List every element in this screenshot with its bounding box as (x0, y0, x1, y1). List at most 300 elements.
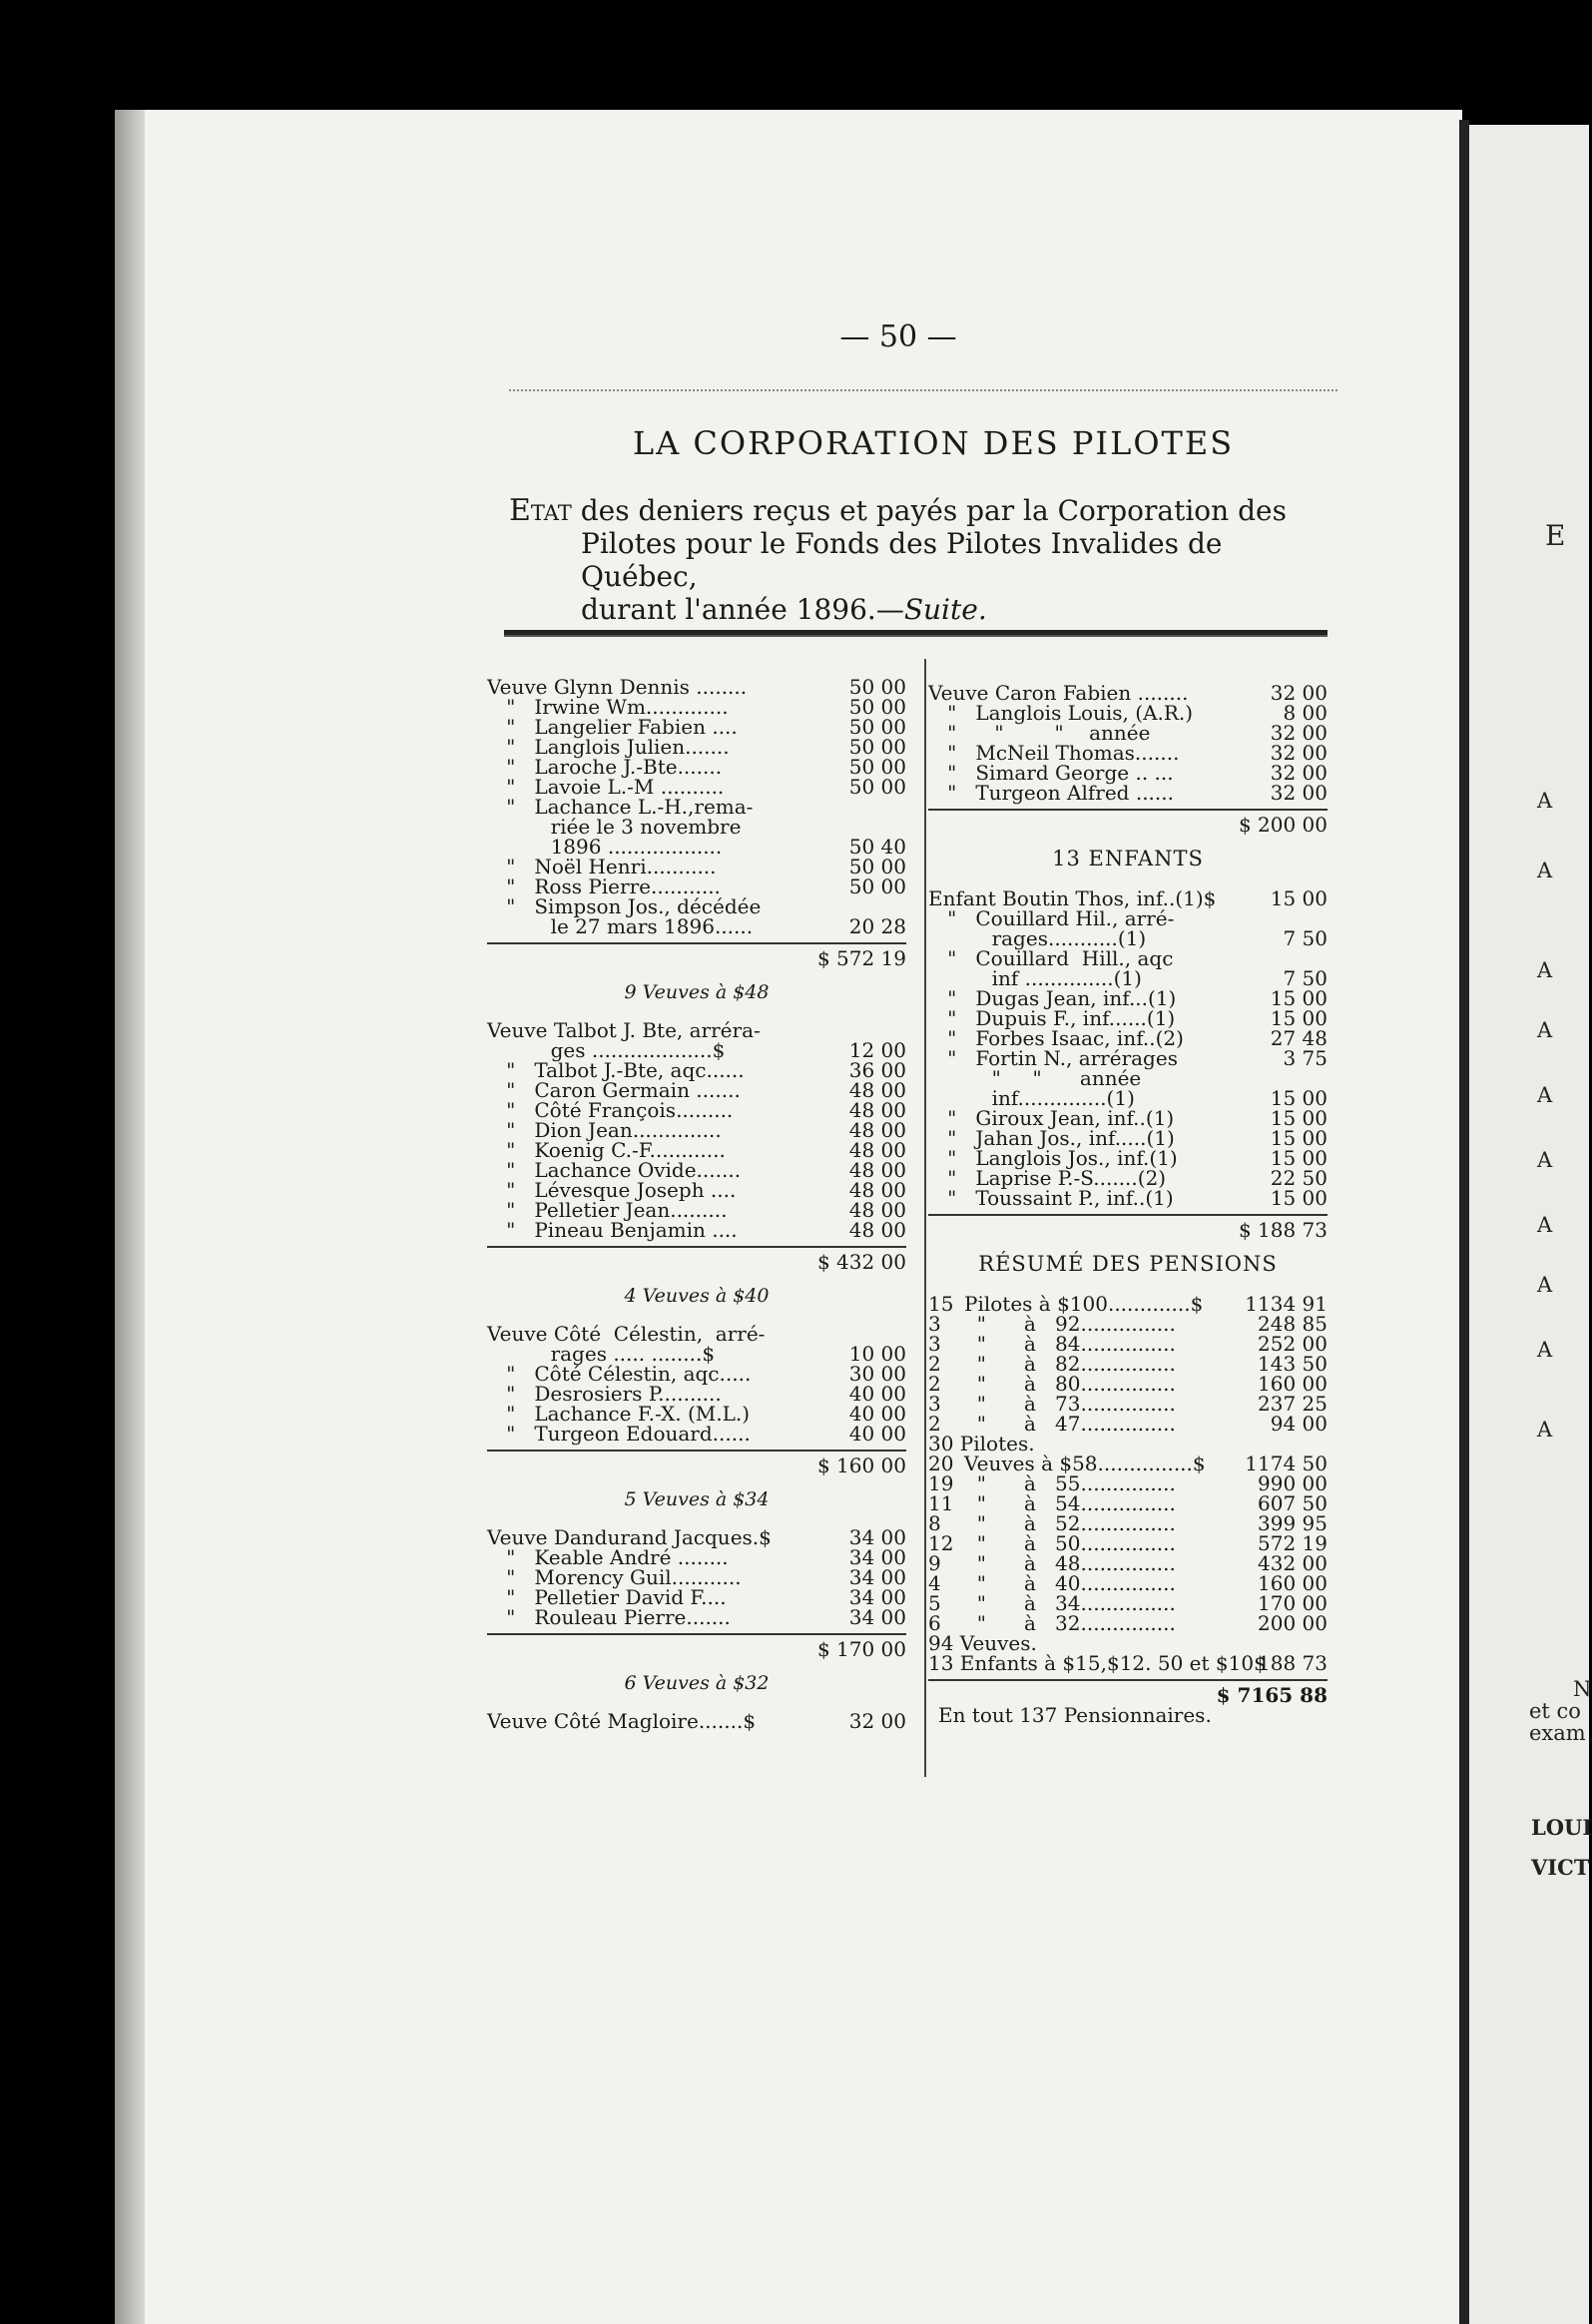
ledger-name: Veuve Dandurand Jacques.$ (487, 1525, 772, 1549)
summary-value: 160 00 (1258, 1571, 1327, 1595)
ledger-name: " Laprise P.-S.......(2) (928, 1166, 1167, 1190)
summary-count: 3 (928, 1332, 941, 1356)
ledger-amount: 7 50 (1283, 966, 1327, 990)
summary-rate: " à 82............... (964, 1352, 1176, 1376)
ledger-amount: 48 00 (848, 1178, 906, 1202)
subtotal-row (487, 1246, 906, 1272)
ledger-row (487, 1404, 906, 1424)
summary-row (928, 1573, 1327, 1593)
grand-total-row (928, 1679, 1327, 1705)
summary-rate: " à 84............... (964, 1332, 1176, 1356)
ledger-name: " Simard George .. ... (928, 761, 1174, 785)
ledger-name: Veuve Côté Célestin, arré- (487, 1322, 766, 1346)
intro-line-1: des deniers reçus et payés par la Corporation des (580, 494, 1287, 527)
ledger-name: Veuve Côté Magloire.......$ (487, 1709, 757, 1733)
summary-count: 2 (928, 1352, 941, 1376)
summary-row (928, 1354, 1327, 1374)
ledger-row (487, 1527, 906, 1547)
ledger-name: " Dupuis F., inf......(1) (928, 1006, 1176, 1030)
ledger-row (928, 1068, 1327, 1088)
summary-row (928, 1314, 1327, 1334)
ledger-name: " Pelletier David F.... (487, 1585, 727, 1609)
ledger-amount: 15 00 (1270, 986, 1327, 1010)
ledger-name: ges ...................$ (487, 1038, 726, 1062)
facing-page-text: A (1537, 1273, 1553, 1297)
ledger-name: " Langlois Julien....... (487, 735, 730, 759)
ledger-row (487, 837, 906, 857)
summary-value: 252 00 (1258, 1332, 1327, 1356)
ledger-name: " Talbot J.-Bte, aqc...... (487, 1058, 745, 1082)
ledger-amount: 50 00 (848, 874, 906, 898)
ledger-row (487, 797, 906, 817)
ledger-row (487, 1080, 906, 1100)
summary-row (928, 1513, 1327, 1533)
ledger-name: " Dion Jean.............. (487, 1118, 722, 1142)
summary-value: 990 00 (1258, 1471, 1327, 1495)
ledger-row (487, 1120, 906, 1140)
widows-block-32-cont (928, 683, 1327, 803)
ledger-name: " Couillard Hill., aqc (928, 946, 1174, 970)
ledger-name: inf ..............(1) (928, 966, 1142, 990)
widows-block-34 (487, 1527, 906, 1627)
ledger-name: " Noël Henri........... (487, 855, 717, 878)
ledger-row (487, 697, 906, 717)
ledger-name: " Langlois Louis, (A.R.) (928, 701, 1194, 725)
subtotal-row (928, 809, 1327, 835)
intro-line-2: Pilotes pour le Fonds des Pilotes Invalides de Québec, (581, 527, 1223, 593)
summary-row (928, 1613, 1327, 1633)
ledger-amount: 15 00 (1270, 1086, 1327, 1110)
summary-value: 200 00 (1258, 1611, 1327, 1635)
ledger-amount: 32 00 (1270, 761, 1327, 785)
ledger-row (487, 1587, 906, 1607)
ledger-row (928, 723, 1327, 743)
widows-block-32 (487, 1711, 906, 1731)
ledger-name: " Caron Germain ....... (487, 1078, 741, 1102)
facing-page-text: A (1537, 859, 1553, 882)
ledger-amount: 15 00 (1270, 1126, 1327, 1150)
ledger-amount: 34 00 (848, 1565, 906, 1589)
ledger-name: le 27 mars 1896...... (487, 914, 754, 938)
summary-rate: " à 80............... (964, 1372, 1176, 1396)
widows-summary (928, 1453, 1327, 1633)
summary-value: 237 25 (1258, 1392, 1327, 1416)
summary-count: 2 (928, 1412, 941, 1436)
ledger-row (487, 1424, 906, 1444)
ledger-name: " Giroux Jean, inf..(1) (928, 1106, 1175, 1130)
left-column (487, 677, 906, 1731)
section-heading: 4 Veuves à $40 (624, 1285, 770, 1307)
ledger-row (928, 888, 1327, 908)
column-divider (924, 659, 926, 1777)
summary-row (928, 1294, 1327, 1314)
ledger-row (928, 683, 1327, 703)
spacer (487, 1475, 906, 1489)
pilots-count (928, 1434, 1327, 1453)
children-block (928, 888, 1327, 1208)
ledger-name: " Rouleau Pierre....... (487, 1605, 731, 1629)
ledger-amount: 3 75 (1283, 1046, 1327, 1070)
ledger-row (928, 928, 1327, 948)
facing-page-text: exam (1529, 1721, 1586, 1745)
intro-paragraph (509, 494, 1337, 626)
ledger-row (487, 1547, 906, 1567)
section-heading: RÉSUMÉ DES PENSIONS (978, 1252, 1278, 1276)
ledger-row (928, 1008, 1327, 1028)
summary-rate: " à 55............... (964, 1471, 1176, 1495)
facing-page-text: A (1537, 1418, 1553, 1442)
ledger-amount: 50 00 (848, 715, 906, 739)
summary-count: 2 (928, 1372, 941, 1396)
ledger-amount: 15 00 (1270, 886, 1327, 910)
ledger-row (487, 1100, 906, 1120)
summary-row (928, 1394, 1327, 1414)
ledger-row (928, 968, 1327, 988)
spacer (487, 1272, 906, 1286)
summary-value: 248 85 (1258, 1312, 1327, 1336)
summary-value: 160 00 (1258, 1372, 1327, 1396)
ledger-amount: 32 00 (1270, 741, 1327, 765)
ledger-row (487, 737, 906, 757)
widows-block-40 (487, 1324, 906, 1444)
ledger-name: " " année (928, 1066, 1142, 1090)
summary-rate: " à 34............... (964, 1591, 1176, 1615)
ledger-row (928, 1088, 1327, 1108)
ledger-name: " Lachance F.-X. (M.L.) (487, 1402, 751, 1426)
summary-row (928, 1593, 1327, 1613)
ledger-row (487, 817, 906, 837)
ledger-amount: 27 48 (1270, 1026, 1327, 1050)
summary-value: 432 00 (1258, 1551, 1327, 1575)
ledger-amount: 40 00 (848, 1382, 906, 1406)
ledger-row (928, 743, 1327, 763)
ledger-row (487, 1711, 906, 1731)
ledger-row (487, 1140, 906, 1160)
summary-count: 3 (928, 1392, 941, 1416)
ledger-name: " Lachance L.-H.,rema- (487, 795, 754, 819)
summary-row (928, 1473, 1327, 1493)
ledger-name: " Keable André ........ (487, 1545, 729, 1569)
ledger-amount: 34 00 (848, 1585, 906, 1609)
subtotal: $ 432 00 (816, 1250, 906, 1274)
ledger-amount: 50 00 (848, 675, 906, 699)
page-title: LA CORPORATION DES PILOTES (632, 424, 1235, 462)
widows-count (928, 1633, 1327, 1653)
ledger-row (487, 857, 906, 876)
summary-value: 399 95 (1258, 1511, 1327, 1535)
ledger-amount: 12 00 (848, 1038, 906, 1062)
ledger-amount: 22 50 (1270, 1166, 1327, 1190)
ledger-name: " Morency Guil........... (487, 1565, 742, 1589)
ledger-amount: 40 00 (848, 1402, 906, 1426)
ledger-row (928, 703, 1327, 723)
facing-page-text: E (1545, 519, 1566, 552)
ledger-amount: 40 00 (848, 1422, 906, 1446)
ledger-row (928, 1048, 1327, 1068)
ledger-row (487, 1200, 906, 1220)
summary-rate: Veuves à $58...............$ (964, 1452, 1206, 1475)
section-heading: 6 Veuves à $32 (624, 1672, 770, 1694)
book-gutter (1459, 120, 1469, 2324)
ledger-name: " Forbes Isaac, inf..(2) (928, 1026, 1184, 1050)
ledger-name: riée le 3 novembre (487, 815, 742, 839)
summary-count: 8 (928, 1511, 941, 1535)
ledger-name: " Dugas Jean, inf...(1) (928, 986, 1177, 1010)
subtotal: $ 572 19 (816, 946, 906, 970)
ledger-name: Veuve Caron Fabien ........ (928, 681, 1189, 705)
ledger-name: " Langlois Jos., inf.(1) (928, 1146, 1178, 1170)
summary-row (928, 1533, 1327, 1553)
ledger-amount: 15 00 (1270, 1106, 1327, 1130)
summary-rate: " à 48............... (964, 1551, 1176, 1575)
ledger-amount: 34 00 (848, 1525, 906, 1549)
ledger-row (928, 988, 1327, 1008)
subtotal: $ 160 00 (816, 1453, 906, 1477)
children-summary-label: 13 Enfants à $15,$12. 50 et $10$ (928, 1651, 1267, 1675)
ledger-amount: 15 00 (1270, 1146, 1327, 1170)
ledger-name: " " " année (928, 721, 1151, 745)
ledger-amount: 32 00 (1270, 781, 1327, 805)
ledger-name: " Fortin N., arrérages (928, 1046, 1178, 1070)
facing-page-text: VICT (1531, 1855, 1590, 1880)
ledger-row (487, 677, 906, 697)
ledger-row (487, 896, 906, 916)
ledger-row (928, 1028, 1327, 1048)
ledger-amount: 48 00 (848, 1098, 906, 1122)
ledger-row (928, 1108, 1327, 1128)
ledger-row (487, 1324, 906, 1344)
right-column (928, 683, 1327, 1725)
ledger-amount: 50 00 (848, 735, 906, 759)
ledger-row (487, 1040, 906, 1060)
facing-page-text: A (1537, 789, 1553, 813)
summary-value: 1134 91 (1245, 1292, 1327, 1316)
ledger-name: " Couillard Hil., arré- (928, 906, 1175, 930)
summary-row (928, 1553, 1327, 1573)
ledger-row (487, 1220, 906, 1240)
ledger-amount: 50 00 (848, 855, 906, 878)
ledger-row (928, 1128, 1327, 1148)
ledger-name: Veuve Glynn Dennis ........ (487, 675, 748, 699)
summary-count: 11 (928, 1491, 954, 1515)
pensioners-total: En tout 137 Pensionnaires. (938, 1703, 1212, 1727)
ledger-name: " Côté Célestin, aqc..... (487, 1362, 752, 1386)
ledger-row (928, 948, 1327, 968)
ledger-row (487, 1344, 906, 1364)
summary-rate: " à 32............... (964, 1611, 1176, 1635)
ledger-name: " Turgeon Edouard...... (487, 1422, 751, 1446)
ledger-row (487, 1160, 906, 1180)
ledger-row (487, 916, 906, 936)
ledger-name: " Toussaint P., inf..(1) (928, 1186, 1174, 1210)
ledger-name: " McNeil Thomas....... (928, 741, 1180, 765)
ledger-name: " Lévesque Joseph .... (487, 1178, 737, 1202)
summary-count: 5 (928, 1591, 941, 1615)
ledger-row (487, 757, 906, 777)
summary-value: 572 19 (1258, 1531, 1327, 1555)
summary-count: 12 (928, 1531, 954, 1555)
ledger-row (487, 1384, 906, 1404)
summary-rate: " à 92............... (964, 1312, 1176, 1336)
ledger-amount: 36 00 (848, 1058, 906, 1082)
ledger-amount: 48 00 (848, 1118, 906, 1142)
facing-page-text: A (1537, 1018, 1553, 1042)
subtotal-row (928, 1214, 1327, 1240)
pilots-summary (928, 1294, 1327, 1434)
summary-count: 4 (928, 1571, 941, 1595)
facing-page-text: A (1537, 1083, 1553, 1107)
widows-block-50 (487, 677, 906, 936)
ledger-amount: 32 00 (1270, 681, 1327, 705)
ledger-amount: 34 00 (848, 1545, 906, 1569)
facing-page-text: et co (1529, 1699, 1581, 1723)
ledger-amount: 48 00 (848, 1078, 906, 1102)
ledger-row (487, 1060, 906, 1080)
ledger-amount: 34 00 (848, 1605, 906, 1629)
ledger-amount: 10 00 (848, 1342, 906, 1366)
ledger-row (487, 777, 906, 797)
ledger-amount: 50 40 (848, 835, 906, 859)
summary-count: 19 (928, 1471, 954, 1495)
summary-row (928, 1374, 1327, 1394)
ledger-amount: 48 00 (848, 1158, 906, 1182)
ledger-amount: 50 00 (848, 755, 906, 779)
ledger-name: " Irwine Wm............. (487, 695, 729, 719)
ledger-name: rages ..... ........$ (487, 1342, 716, 1366)
ledger-row (487, 1020, 906, 1040)
summary-row (928, 1493, 1327, 1513)
ledger-row (487, 1567, 906, 1587)
ledger-row (487, 876, 906, 896)
ledger-amount: 50 00 (848, 695, 906, 719)
ledger-amount: 30 00 (848, 1362, 906, 1386)
ledger-amount: 7 50 (1283, 926, 1327, 950)
subtotal-row (487, 1450, 906, 1475)
summary-rate: " à 50............... (964, 1531, 1176, 1555)
intro-suite: Suite. (903, 593, 987, 626)
summary-rate: " à 54............... (964, 1491, 1176, 1515)
ledger-amount: 48 00 (848, 1138, 906, 1162)
count-label: 94 Veuves. (928, 1631, 1037, 1655)
summary-count: 6 (928, 1611, 941, 1635)
ledger-name: " Lavoie L.-M .......... (487, 775, 725, 799)
grand-total: $ 7165 88 (1216, 1683, 1327, 1707)
facing-page-text: A (1537, 1213, 1553, 1237)
facing-page-text: LOUI (1531, 1815, 1592, 1840)
facing-page-text: A (1537, 1338, 1553, 1362)
ledger-row (928, 1188, 1327, 1208)
ledger-row (487, 1180, 906, 1200)
summary-count: 20 (928, 1452, 954, 1475)
ledger-amount: 20 28 (848, 914, 906, 938)
ledger-amount: 8 00 (1283, 701, 1327, 725)
page-edge (115, 110, 145, 2324)
summary-rate: " à 40............... (964, 1571, 1176, 1595)
ledger-amount: 15 00 (1270, 1006, 1327, 1030)
subtotal: $ 170 00 (816, 1637, 906, 1661)
summary-value: 143 50 (1258, 1352, 1327, 1376)
count-label: 30 Pilotes. (928, 1432, 1035, 1455)
summary-value: 170 00 (1258, 1591, 1327, 1615)
summary-rate: Pilotes à $100.............$ (964, 1292, 1204, 1316)
ledger-amount: 50 00 (848, 775, 906, 799)
facing-page-text: A (1537, 958, 1553, 982)
summary-row (928, 1453, 1327, 1473)
spacer (487, 968, 906, 982)
title-rule (504, 630, 1327, 637)
ledger-name: " Laroche J.-Bte....... (487, 755, 723, 779)
ledger-row (928, 763, 1327, 783)
ledger-name: " Pelletier Jean......... (487, 1198, 728, 1222)
ledger-name: " Langelier Fabien .... (487, 715, 738, 739)
page-number: — 50 — (839, 319, 957, 354)
summary-value: 94 00 (1270, 1412, 1327, 1436)
ledger-amount: 48 00 (848, 1198, 906, 1222)
ledger-amount: 15 00 (1270, 1186, 1327, 1210)
ledger-name: " Pineau Benjamin .... (487, 1218, 738, 1242)
summary-rate: " à 47............... (964, 1412, 1176, 1436)
subtotal-row (487, 1633, 906, 1659)
summary-rate: " à 73............... (964, 1392, 1176, 1416)
ledger-row (928, 1148, 1327, 1168)
summary-value: 1174 50 (1245, 1452, 1327, 1475)
ledger-amount: 32 00 (1270, 721, 1327, 745)
ledger-name: " Ross Pierre........... (487, 874, 721, 898)
intro-lead-word: Etat (509, 493, 572, 528)
facing-page-text: A (1537, 1148, 1553, 1172)
ledger-name: 1896 .................. (487, 835, 723, 859)
summary-count: 3 (928, 1312, 941, 1336)
section-heading: 5 Veuves à $34 (624, 1488, 770, 1510)
summary-row (928, 1334, 1327, 1354)
pensioners-row (928, 1705, 1327, 1725)
ledger-amount: 48 00 (848, 1218, 906, 1242)
children-summary-value: 188 73 (1258, 1651, 1327, 1675)
subtotal-row (487, 942, 906, 968)
widows-block-48 (487, 1020, 906, 1240)
ledger-amount: 32 00 (848, 1709, 906, 1733)
section-heading: 9 Veuves à $48 (624, 981, 770, 1003)
ledger-row (928, 908, 1327, 928)
children-summary-row (928, 1653, 1327, 1673)
ledger-name: " Jahan Jos., inf.....(1) (928, 1126, 1175, 1150)
subtotal: $ 200 00 (1238, 813, 1327, 837)
summary-row (928, 1414, 1327, 1434)
ledger-row (487, 717, 906, 737)
ledger-name: Enfant Boutin Thos, inf..(1)$ (928, 886, 1217, 910)
ledger-row (487, 1607, 906, 1627)
subtotal: $ 188 73 (1238, 1218, 1327, 1242)
ledger-name: " Côté François......... (487, 1098, 734, 1122)
summary-value: 607 50 (1258, 1491, 1327, 1515)
ledger-name: " Koenig C.-F............ (487, 1138, 726, 1162)
ledger-name: " Turgeon Alfred ...... (928, 781, 1174, 805)
summary-count: 9 (928, 1551, 941, 1575)
intro-line-3: durant l'année 1896.— (581, 593, 904, 626)
ledger-name: " Lachance Ovide....... (487, 1158, 742, 1182)
summary-count: 15 (928, 1292, 954, 1316)
ledger-name: Veuve Talbot J. Bte, arréra- (487, 1018, 761, 1042)
header-separator (509, 389, 1337, 391)
facing-page (1469, 125, 1592, 2324)
spacer (487, 1659, 906, 1673)
ledger-row (487, 1364, 906, 1384)
ledger-row (928, 783, 1327, 803)
summary-rate: " à 52............... (964, 1511, 1176, 1535)
ledger-name: " Desrosiers P.......... (487, 1382, 722, 1406)
ledger-row (928, 1168, 1327, 1188)
section-heading: 13 ENFANTS (1052, 847, 1204, 871)
